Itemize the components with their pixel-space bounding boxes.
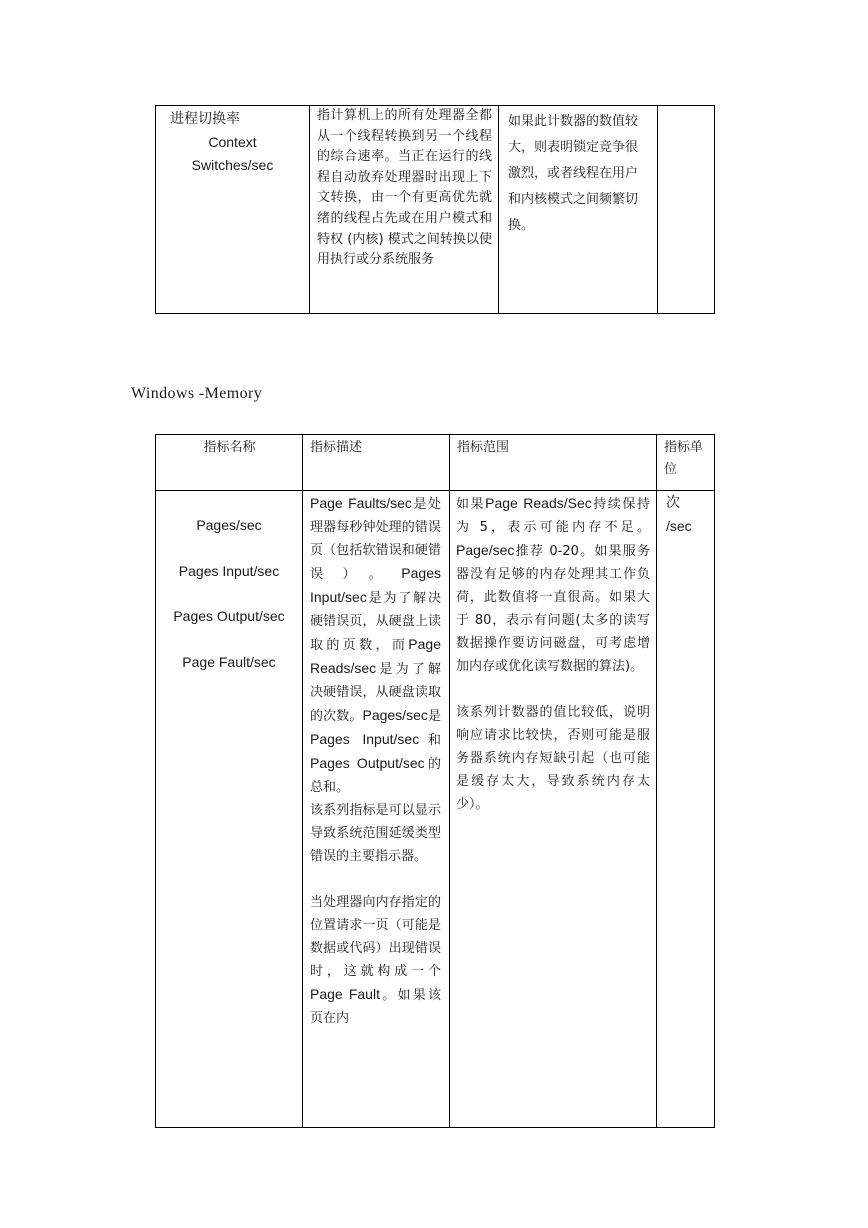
memory-metrics-table <box>155 434 715 1128</box>
metric-name-en-line2: Switches/sec <box>191 157 274 173</box>
range-paragraph-1: 如果Page Reads/Sec持续保持为 5，表示可能内存不足。Page/sec推荐 0-20。如果服务器没有足够的内存处理其工作负荷，此数值将一直很高。如果大于 80，表示有问题(太多的读写数据操作要访问磁盘，可考虑增加内存或优化读写数据的算法)。 <box>456 495 650 674</box>
table-row <box>156 491 715 1128</box>
metric-name-pages-output: Pages Output/sec <box>173 608 285 624</box>
metric-name-zh: 进程切换率 <box>170 111 240 127</box>
metric-names-cell <box>156 491 303 1128</box>
unit-line-2: /sec <box>666 518 692 534</box>
metric-name-pages-sec: Pages/sec <box>196 517 262 533</box>
metric-range-cell <box>499 106 658 314</box>
paragraph-spacer <box>310 868 441 891</box>
unit-line-1: 次 <box>666 495 680 511</box>
header-name: 指标名称 <box>156 435 303 491</box>
metric-description-cell <box>310 106 499 314</box>
metric-name-pages-input: Pages Input/sec <box>178 562 280 579</box>
metric-unit-cell <box>657 491 715 1128</box>
description-paragraph-1: Page Faults/sec是处理器每秒钟处理的错误页（包括软错误和硬错误）。Pages Input/sec是为了解决硬错误页，从硬盘上读取的页数，而Page Reads/sec是为了解决硬错误，从硬盘读取的次数。Pages/sec是Pages Input/sec和Pages Output/sec的总和。 <box>310 495 441 795</box>
description-paragraph-2: 该系列指标是可以显示导致系统范围延缓类型错误的主要指示器。 <box>310 803 441 864</box>
table-header-row <box>156 435 715 491</box>
description-paragraph-3: 当处理器向内存指定的位置请求一页（可能是数据或代码）出现错误时，这就构成一个Page Fault。如果该页在内 <box>310 895 441 1026</box>
context-switch-table <box>155 105 715 314</box>
metric-range: 如果此计数器的数值较大，则表明锁定竞争很激烈，或者线程在用户和内核模式之间频繁切换。 <box>508 114 639 233</box>
table-row <box>156 106 715 314</box>
metric-name-en-line1: Context <box>208 134 257 150</box>
metric-name-cell <box>156 106 310 314</box>
metric-range-cell <box>450 491 657 1128</box>
metric-unit-cell <box>658 106 715 314</box>
metric-description-cell <box>303 491 450 1128</box>
header-description: 指标描述 <box>303 435 450 491</box>
metric-name-page-fault: Page Fault/sec <box>182 653 276 670</box>
range-paragraph-2: 该系列计数器的值比较低，说明响应请求比较快，否则可能是服务器系统内存短缺引起（也可能是缓存太大，导致系统内存太少）。 <box>456 705 650 812</box>
header-unit: 指标单位 <box>657 435 715 491</box>
metric-description: 指计算机上的所有处理器全都从一个线程转换到另一个线程的综合速率。当正在运行的线程自动放弃处理器时出现上下文转换，由一个有更高优先就绪的线程占先或在用户模式和特权 (内核) 模式之间转换以使用执行或分系统服务 <box>317 108 492 268</box>
section-title: Windows -Memory <box>131 385 263 402</box>
paragraph-spacer <box>456 678 650 701</box>
header-range: 指标范围 <box>450 435 657 491</box>
